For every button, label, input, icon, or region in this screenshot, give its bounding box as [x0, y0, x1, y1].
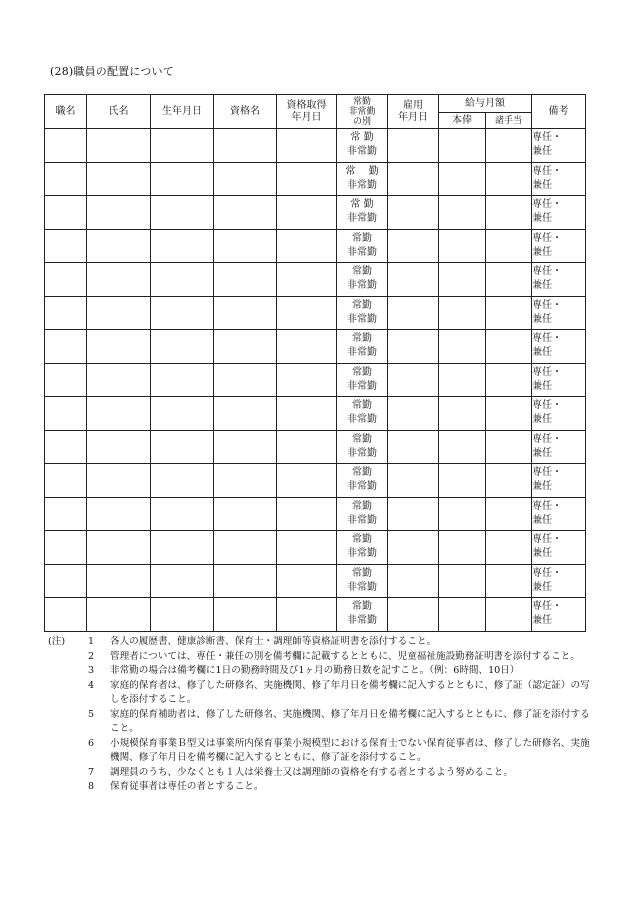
cell-qualification[interactable]: [214, 263, 277, 297]
cell-allowances[interactable]: [486, 598, 532, 632]
cell-qualification[interactable]: [214, 497, 277, 531]
cell-qualification-date[interactable]: [277, 564, 337, 598]
header-remarks: 備考: [532, 95, 586, 129]
cell-allowances[interactable]: [486, 196, 532, 230]
cell-remarks[interactable]: [532, 497, 586, 531]
cell-hire-date[interactable]: [388, 497, 439, 531]
cell-hire-date[interactable]: [388, 464, 439, 498]
table-row: [45, 363, 586, 397]
concurrent-option: 兼任: [532, 615, 552, 627]
header-hire-date: 雇用 年月日: [388, 95, 439, 129]
cell-remarks[interactable]: [532, 129, 586, 163]
cell-name[interactable]: [87, 363, 151, 397]
dedicated-option: 専任・: [532, 299, 562, 311]
dedicated-option: 専任・: [532, 333, 562, 345]
concurrent-option: 兼任: [532, 581, 552, 593]
section-heading: (28)職員の配置について: [50, 65, 174, 78]
cell-base-pay[interactable]: [439, 363, 486, 397]
cell-employment-type[interactable]: [337, 397, 388, 431]
table-row: [45, 430, 586, 464]
parttime-option: 非常勤: [347, 615, 377, 627]
cell-remarks[interactable]: [532, 229, 586, 263]
cell-qualification[interactable]: [214, 598, 277, 632]
cell-birth-date[interactable]: [151, 564, 214, 598]
cell-base-pay[interactable]: [439, 497, 486, 531]
concurrent-option: 兼任: [532, 313, 552, 325]
parttime-option: 非常勤: [347, 213, 377, 225]
cell-allowances[interactable]: [486, 330, 532, 364]
cell-employment-type[interactable]: [337, 330, 388, 364]
cell-job-title[interactable]: [45, 564, 87, 598]
parttime-option: 非常勤: [347, 514, 377, 526]
fulltime-option: 常勤: [352, 601, 372, 613]
note-number: 8: [88, 781, 95, 792]
header-job-title: 職名: [45, 95, 87, 129]
cell-allowances[interactable]: [486, 263, 532, 297]
concurrent-option: 兼任: [532, 380, 552, 392]
cell-name[interactable]: [87, 229, 151, 263]
fulltime-option: 常勤: [352, 567, 372, 579]
header-qualification: 資格名: [214, 95, 277, 129]
cell-employment-type[interactable]: [337, 129, 388, 163]
cell-name[interactable]: [87, 464, 151, 498]
parttime-option: 非常勤: [347, 481, 377, 493]
header-qualification-date: 資格取得 年月日: [277, 95, 337, 129]
table-row: [45, 296, 586, 330]
cell-name[interactable]: [87, 196, 151, 230]
cell-job-title[interactable]: [45, 464, 87, 498]
note-text: 調理員のうち、少なくとも１人は栄養士又は調理師の資格を有する者とするよう努めること。: [110, 766, 513, 778]
fulltime-option: 常勤: [352, 534, 372, 546]
cell-employment-type[interactable]: [337, 531, 388, 565]
header-allowances: 諸手当: [486, 113, 532, 129]
fulltime-option: 常勤: [352, 333, 372, 345]
cell-hire-date[interactable]: [388, 564, 439, 598]
cell-birth-date[interactable]: [151, 196, 214, 230]
cell-employment-type[interactable]: [337, 564, 388, 598]
note-item: [48, 650, 593, 665]
cell-allowances[interactable]: [486, 129, 532, 163]
fulltime-option: 常勤: [352, 366, 372, 378]
parttime-option: 非常勤: [347, 447, 377, 459]
cell-job-title[interactable]: [45, 330, 87, 364]
concurrent-option: 兼任: [532, 213, 552, 225]
cell-job-title[interactable]: [45, 397, 87, 431]
notes-section: [48, 635, 593, 795]
table-row: [45, 129, 586, 163]
parttime-option: 非常勤: [347, 548, 377, 560]
cell-qualification-date[interactable]: [277, 296, 337, 330]
cell-birth-date[interactable]: [151, 229, 214, 263]
cell-birth-date[interactable]: [151, 464, 214, 498]
cell-qualification-date[interactable]: [277, 229, 337, 263]
cell-base-pay[interactable]: [439, 564, 486, 598]
cell-hire-date[interactable]: [388, 330, 439, 364]
cell-base-pay[interactable]: [439, 296, 486, 330]
cell-qualification[interactable]: [214, 430, 277, 464]
cell-qualification[interactable]: [214, 397, 277, 431]
parttime-option: 非常勤: [347, 581, 377, 593]
cell-base-pay[interactable]: [439, 330, 486, 364]
note-number: 1: [88, 636, 95, 647]
cell-base-pay[interactable]: [439, 129, 486, 163]
cell-birth-date[interactable]: [151, 263, 214, 297]
cell-hire-date[interactable]: [388, 263, 439, 297]
cell-name[interactable]: [87, 162, 151, 196]
dedicated-option: 専任・: [532, 567, 562, 579]
cell-job-title[interactable]: [45, 162, 87, 196]
parttime-option: 非常勤: [347, 179, 377, 191]
cell-base-pay[interactable]: [439, 598, 486, 632]
concurrent-option: 兼任: [532, 514, 552, 526]
dedicated-option: 専任・: [532, 165, 562, 177]
cell-birth-date[interactable]: [151, 129, 214, 163]
table-row: [45, 598, 586, 632]
note-number: 2: [88, 650, 95, 662]
note-text: 家庭的保育者は、修了した研修名、実施機関、修了年月日を備考欄に記入するとともに、修了証（認定証）の写しを添付すること。: [110, 679, 590, 705]
header-employment-type: 常勤 非常勤 の別: [337, 95, 388, 129]
cell-name[interactable]: [87, 531, 151, 565]
cell-qualification-date[interactable]: [277, 330, 337, 364]
cell-birth-date[interactable]: [151, 397, 214, 431]
cell-job-title[interactable]: [45, 531, 87, 565]
concurrent-option: 兼任: [532, 447, 552, 459]
cell-qualification-date[interactable]: [277, 397, 337, 431]
cell-allowances[interactable]: [486, 397, 532, 431]
cell-hire-date[interactable]: [388, 129, 439, 163]
cell-allowances[interactable]: [486, 531, 532, 565]
parttime-option: 非常勤: [347, 246, 377, 258]
dedicated-option: 専任・: [532, 199, 562, 211]
cell-hire-date[interactable]: [388, 296, 439, 330]
cell-birth-date[interactable]: [151, 531, 214, 565]
cell-qualification[interactable]: [214, 531, 277, 565]
cell-name[interactable]: [87, 263, 151, 297]
cell-name[interactable]: [87, 330, 151, 364]
cell-job-title[interactable]: [45, 430, 87, 464]
cell-job-title[interactable]: [45, 129, 87, 163]
cell-qualification-date[interactable]: [277, 531, 337, 565]
fulltime-option: 常 勤: [350, 132, 374, 144]
cell-birth-date[interactable]: [151, 430, 214, 464]
note-number: 3: [88, 665, 95, 676]
cell-employment-type[interactable]: [337, 229, 388, 263]
cell-base-pay[interactable]: [439, 397, 486, 431]
cell-qualification-date[interactable]: [277, 430, 337, 464]
note-text: 管理者については、専任・兼任の別を備考欄に記載するとともに、児童福祉施設勤務証明書を添付すること。: [110, 650, 580, 662]
cell-remarks[interactable]: [532, 196, 586, 230]
cell-employment-type[interactable]: [337, 497, 388, 531]
dedicated-option: 専任・: [532, 400, 562, 412]
note-number: 5: [88, 708, 95, 720]
table-row: [45, 531, 586, 565]
cell-hire-date[interactable]: [388, 229, 439, 263]
cell-qualification[interactable]: [214, 330, 277, 364]
cell-qualification-date[interactable]: [277, 162, 337, 196]
note-item: [48, 780, 593, 795]
header-salary: 給与月額: [439, 95, 532, 113]
concurrent-option: 兼任: [532, 548, 552, 560]
parttime-option: 非常勤: [347, 380, 377, 392]
cell-qualification-date[interactable]: [277, 464, 337, 498]
cell-employment-type[interactable]: [337, 598, 388, 632]
cell-qualification[interactable]: [214, 296, 277, 330]
note-item: [48, 708, 593, 737]
fulltime-option: 常勤: [352, 467, 372, 479]
cell-job-title[interactable]: [45, 363, 87, 397]
staff-table: [44, 94, 586, 632]
table-row: [45, 330, 586, 364]
note-number: 6: [88, 737, 95, 749]
cell-allowances[interactable]: [486, 564, 532, 598]
cell-allowances[interactable]: [486, 430, 532, 464]
cell-employment-type[interactable]: [337, 464, 388, 498]
note-item: [48, 737, 593, 766]
cell-name[interactable]: [87, 296, 151, 330]
cell-qualification-date[interactable]: [277, 363, 337, 397]
dedicated-option: 専任・: [532, 500, 562, 512]
cell-remarks[interactable]: [532, 296, 586, 330]
fulltime-option: 常勤: [352, 400, 372, 412]
table-row: [45, 464, 586, 498]
fulltime-option: 常勤: [352, 232, 372, 244]
dedicated-option: 専任・: [532, 232, 562, 244]
header-name: 氏名: [87, 95, 151, 129]
note-item: [48, 679, 593, 708]
cell-qualification-date[interactable]: [277, 129, 337, 163]
cell-qualification[interactable]: [214, 363, 277, 397]
cell-base-pay[interactable]: [439, 196, 486, 230]
dedicated-option: 専任・: [532, 433, 562, 445]
cell-base-pay[interactable]: [439, 430, 486, 464]
cell-employment-type[interactable]: [337, 162, 388, 196]
cell-name[interactable]: [87, 430, 151, 464]
parttime-option: 非常勤: [347, 313, 377, 325]
cell-employment-type[interactable]: [337, 363, 388, 397]
dedicated-option: 専任・: [532, 266, 562, 278]
cell-job-title[interactable]: [45, 296, 87, 330]
concurrent-option: 兼任: [532, 347, 552, 359]
table-row: [45, 196, 586, 230]
cell-allowances[interactable]: [486, 497, 532, 531]
cell-employment-type[interactable]: [337, 296, 388, 330]
table-row: [45, 229, 586, 263]
cell-birth-date[interactable]: [151, 296, 214, 330]
cell-allowances[interactable]: [486, 464, 532, 498]
fulltime-option: 常勤: [352, 266, 372, 278]
cell-base-pay[interactable]: [439, 464, 486, 498]
header-birth-date: 生年月日: [151, 95, 214, 129]
cell-employment-type[interactable]: [337, 196, 388, 230]
note-item: [48, 766, 593, 781]
cell-employment-type[interactable]: [337, 430, 388, 464]
cell-hire-date[interactable]: [388, 531, 439, 565]
note-item: [48, 664, 593, 679]
fulltime-option: 常勤: [352, 433, 372, 445]
cell-hire-date[interactable]: [388, 363, 439, 397]
concurrent-option: 兼任: [532, 481, 552, 493]
note-number: 4: [88, 679, 95, 691]
cell-job-title[interactable]: [45, 196, 87, 230]
cell-allowances[interactable]: [486, 162, 532, 196]
cell-allowances[interactable]: [486, 363, 532, 397]
cell-remarks[interactable]: [532, 464, 586, 498]
cell-remarks[interactable]: [532, 162, 586, 196]
cell-birth-date[interactable]: [151, 330, 214, 364]
note-text: 各人の履歴書、健康診断書、保育士・調理師等資格証明書を添付すること。: [110, 636, 437, 647]
cell-employment-type[interactable]: [337, 263, 388, 297]
note-text: 非常勤の場合は備考欄に1日の勤務時間及び1ヶ月の勤務日数を記すこと。（例：6時間、10日）: [110, 665, 520, 676]
dedicated-option: 専任・: [532, 601, 562, 613]
dedicated-option: 専任・: [532, 366, 562, 378]
note-text: 家庭的保育補助者は、修了した研修名、実施機関、修了年月日を備考欄に記入するとともに、修了証を添付すること。: [110, 708, 590, 734]
cell-allowances[interactable]: [486, 229, 532, 263]
cell-qualification-date[interactable]: [277, 196, 337, 230]
cell-base-pay[interactable]: [439, 162, 486, 196]
cell-name[interactable]: [87, 397, 151, 431]
cell-remarks[interactable]: [532, 363, 586, 397]
concurrent-option: 兼任: [532, 414, 552, 426]
cell-remarks[interactable]: [532, 531, 586, 565]
cell-allowances[interactable]: [486, 296, 532, 330]
cell-base-pay[interactable]: [439, 229, 486, 263]
note-text: 小規模保育事業Ｂ型又は事業所内保育事業小規模型における保育士でない保育従事者は、修了した研修名、実施機関、修了年月日を備考欄に記入するとともに、修了証を添付すること。: [110, 737, 590, 763]
cell-qualification[interactable]: [214, 464, 277, 498]
parttime-option: 非常勤: [347, 347, 377, 359]
cell-hire-date[interactable]: [388, 598, 439, 632]
cell-hire-date[interactable]: [388, 430, 439, 464]
cell-job-title[interactable]: [45, 497, 87, 531]
fulltime-option: 常 勤: [345, 165, 379, 177]
table-row: [45, 564, 586, 598]
cell-birth-date[interactable]: [151, 598, 214, 632]
note-item: [48, 635, 593, 650]
concurrent-option: 兼任: [532, 179, 552, 191]
cell-remarks[interactable]: [532, 330, 586, 364]
header-base-pay: 本俸: [439, 113, 486, 129]
cell-name[interactable]: [87, 497, 151, 531]
concurrent-option: 兼任: [532, 146, 552, 158]
cell-job-title[interactable]: [45, 263, 87, 297]
cell-qualification-date[interactable]: [277, 598, 337, 632]
dedicated-option: 専任・: [532, 467, 562, 479]
note-mark: (注): [48, 636, 66, 647]
dedicated-option: 専任・: [532, 132, 562, 144]
cell-name[interactable]: [87, 598, 151, 632]
fulltime-option: 常勤: [352, 500, 372, 512]
cell-birth-date[interactable]: [151, 363, 214, 397]
note-number: 7: [88, 766, 95, 778]
cell-remarks[interactable]: [532, 430, 586, 464]
cell-qualification[interactable]: [214, 162, 277, 196]
table-row: [45, 162, 586, 196]
cell-remarks[interactable]: [532, 598, 586, 632]
cell-remarks[interactable]: [532, 564, 586, 598]
cell-qualification[interactable]: [214, 129, 277, 163]
table-row: [45, 397, 586, 431]
cell-hire-date[interactable]: [388, 162, 439, 196]
cell-remarks[interactable]: [532, 263, 586, 297]
cell-birth-date[interactable]: [151, 162, 214, 196]
cell-birth-date[interactable]: [151, 497, 214, 531]
cell-qualification-date[interactable]: [277, 263, 337, 297]
parttime-option: 非常勤: [347, 280, 377, 292]
cell-hire-date[interactable]: [388, 196, 439, 230]
table-row: [45, 497, 586, 531]
dedicated-option: 専任・: [532, 534, 562, 546]
parttime-option: 非常勤: [347, 414, 377, 426]
note-text: 保育従事者は専任の者とすること。: [110, 781, 264, 792]
cell-name[interactable]: [87, 564, 151, 598]
cell-qualification[interactable]: [214, 196, 277, 230]
cell-qualification-date[interactable]: [277, 497, 337, 531]
cell-name[interactable]: [87, 129, 151, 163]
table-row: [45, 263, 586, 297]
cell-remarks[interactable]: [532, 397, 586, 431]
cell-qualification[interactable]: [214, 229, 277, 263]
fulltime-option: 常勤: [352, 299, 372, 311]
concurrent-option: 兼任: [532, 246, 552, 258]
concurrent-option: 兼任: [532, 280, 552, 292]
cell-base-pay[interactable]: [439, 263, 486, 297]
cell-job-title[interactable]: [45, 598, 87, 632]
cell-base-pay[interactable]: [439, 531, 486, 565]
cell-job-title[interactable]: [45, 229, 87, 263]
fulltime-option: 常 勤: [350, 199, 374, 211]
cell-qualification[interactable]: [214, 564, 277, 598]
parttime-option: 非常勤: [347, 146, 377, 158]
cell-hire-date[interactable]: [388, 397, 439, 431]
